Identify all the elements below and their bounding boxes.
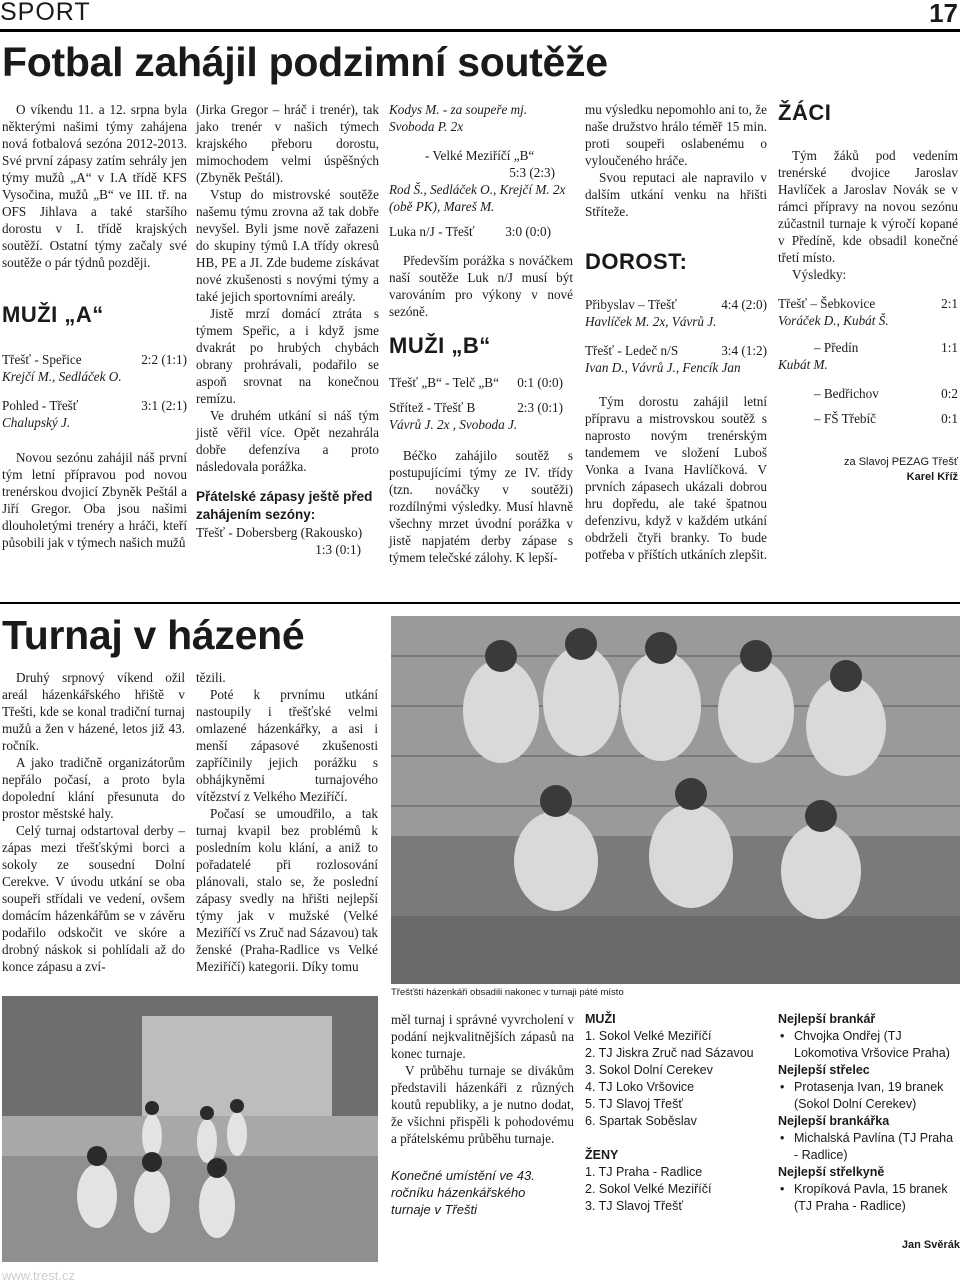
award-winner: Kropíková Pavla, 15 branek (TJ Praha - Radlice) • <box>780 1182 948 1213</box>
friendly-score: 1:3 (0:1) <box>315 542 361 557</box>
friendly-teams: Třešť - Dobersberg (Rakousko) <box>196 525 363 540</box>
article-title: Turnaj v házené <box>2 612 305 658</box>
team-photo <box>391 616 960 984</box>
paragraph: Svou reputaci ale napravilo v dalším utkání venku na hřišti Stříteže. <box>585 170 767 219</box>
muzi-b-heading: MUŽI „B“ <box>389 333 491 358</box>
paragraph: tězili. <box>196 670 226 685</box>
footer-url: www.trest.cz <box>2 1268 75 1283</box>
match-scorers: Rod Š., Sedláček O., Krejčí M. 2x (obě PK), Mareš M. <box>389 182 566 214</box>
hazena-column-3 <box>391 1011 574 1218</box>
match-result <box>778 339 958 356</box>
author: Jan Svěrák <box>901 1239 960 1251</box>
hazena-column-1 <box>2 669 185 975</box>
zaci-heading: ŽÁCI <box>778 100 832 125</box>
match-score: 4:4 (2:0) <box>721 297 767 312</box>
handball-photo-image <box>2 996 378 1262</box>
match-score: 3:0 (0:0) <box>505 224 551 239</box>
match-scorers: Kubát M. <box>778 357 828 372</box>
paragraph: Tým dorostu zahájil letní přípravu a mistrovskou soutěž s naprosto novým trenérským tandemem ve složení Luboš Vonka a Ivana Havlíčková. V prvních zápasech ukázali dobrou hru dopředu, ale také špatnou defenzivu, když v každém utkání obdrželi čtyři branky. To bude potřeba v příštích utkáních zlepšit. <box>585 394 768 562</box>
bullet-icon: • <box>780 1029 785 1043</box>
paragraph: Ve druhém utkání si náš tým jistě věřil více. Opět nezahrála dobře defenzíva a proto následovala porážka. <box>196 408 379 474</box>
match-teams: – Bedřichov <box>814 386 879 401</box>
paragraph: Novou sezónu zahájil náš první tým letní přípravou pod novou trenérskou dvojicí Zbyněk Peštál a Jiří Gregor. Oba jsou našimi dlouholetými trenéry a hráči, kteří působili jak v týmech našich mužů <box>2 450 187 550</box>
dorost-heading: DOROST: <box>585 249 688 274</box>
match-score: 5:3 (2:3) <box>509 165 555 180</box>
list-item: 1. TJ Praha - Radlice <box>585 1165 703 1179</box>
award-title: Nejlepší střelkyně <box>778 1165 885 1179</box>
match-score: 0:1 (0:0) <box>517 375 563 390</box>
hazena-awards <box>778 1011 960 1254</box>
match-teams: Přibyslav – Třešť <box>585 297 677 312</box>
match-scorers: Kodys M. - za soupeře mj. Svoboda P. 2x <box>389 102 528 134</box>
results-caption: Konečné umístění ve 43. ročníku házenkářského turnaje v Třešti <box>391 1168 535 1217</box>
awards-list <box>778 1011 960 1215</box>
match-scorers: Havlíček M. 2x, Vávrů J. <box>585 314 717 329</box>
match-score: 0:1 <box>941 411 958 426</box>
fotbal-column-4 <box>585 101 767 563</box>
match-result <box>389 399 573 416</box>
match-teams: - Velké Meziříčí „B“ <box>425 148 535 163</box>
match-teams: Třešť „B“ - Telč „B“ <box>389 375 499 390</box>
match-scorers: Ivan D., Vávrů J., Fencík Jan <box>585 360 741 375</box>
list-item: 6. Spartak Soběslav <box>585 1114 697 1128</box>
paragraph: Počasí se umoudřilo, a tak turnaj kvapil bez problémů k posledním kolu klání, a aniž to pořadatelé při rozlosování plánovali, stalo se, že poslední zápasy svedly na hřišti nejlepší týmy jak v mužské (Velké Meziříčí vs Zruč nad Sázavou) tak ženské (Praha-Radlice vs Velké Meziříčí) kategorii. Díky tomu <box>196 806 378 974</box>
match-scorers: Chalupský J. <box>2 415 71 430</box>
paragraph: Jistě mrzí domácí ztráta s týmem Speřic, a i když jsme dvakrát po hrubých chybách obrany prohrávali, podařilo se aspoň srovnat na konečnou remízu. <box>196 306 379 406</box>
match-scorers: Krejčí M., Sedláček O. <box>2 369 122 384</box>
credit-line: za Slavoj PEZAG Třešť <box>844 456 958 468</box>
women-heading: ŽENY <box>585 1148 619 1162</box>
match-scorers: Vávrů J. 2x , Svoboda J. <box>389 417 518 432</box>
match-result <box>778 295 958 312</box>
paragraph: mu výsledku nepomohlo ani to, že naše družstvo hrálo téměř 15 min. proti soupeři oslabenému o vyloučeného hráče. <box>585 102 767 168</box>
match-result <box>585 342 767 376</box>
page-number: 17 <box>929 0 958 28</box>
section-label: SPORT <box>0 0 91 26</box>
article-title: Fotbal zahájil podzimní soutěže <box>2 39 608 85</box>
results-label: Výsledky: <box>792 267 847 282</box>
match-score: 3:1 (2:1) <box>141 398 187 413</box>
match-teams: – FŠ Třebíč <box>814 411 877 426</box>
paragraph: Béčko zahájilo soutěž s postupujícími týmy ze IV. třídy (tzn. nováčky v soutěži) rozdílnými výsledky. Musí hlavně všechny mrzet úvodní porážka v jistě napjatém derby zápase s týmem telečské zálohy. K lepší- <box>389 448 573 565</box>
match-teams: Střítež - Třešť B <box>389 400 476 415</box>
match-result <box>389 223 573 240</box>
photo-caption: Třešťští házenkáři obsadili nakonec v turnaji páté místo <box>391 987 624 998</box>
match-teams: Pohled - Třešť <box>2 398 79 413</box>
award-title: Nejlepší střelec <box>778 1063 870 1077</box>
match-score: 3:4 (1:2) <box>721 343 767 358</box>
award-winner: Michalská Pavlína (TJ Praha - Radlice) • <box>780 1131 954 1162</box>
fotbal-column-2 <box>196 101 379 558</box>
match-result <box>778 385 958 402</box>
list-item: 3. Sokol Dolní Cerekev <box>585 1063 713 1077</box>
paragraph: V průběhu turnaje se divákům představili házenkáři z různých koutů republiky, a je nutno dodat, že všichni přispěli k pohodovému a přátelskému průběhu turnaje. <box>391 1063 574 1146</box>
match-teams: Třešť - Speřice <box>2 352 82 367</box>
award-winner: Protasenja Ivan, 19 branek (Sokol Dolní Cerekev) • <box>780 1080 944 1111</box>
award-title: Nejlepší brankářka <box>778 1114 890 1128</box>
list-item: 4. TJ Loko Vršovice <box>585 1080 695 1094</box>
fotbal-column-5 <box>778 101 958 485</box>
match-result <box>585 296 767 330</box>
muzi-a-heading: MUŽI „A“ <box>2 302 104 327</box>
friendly-heading: Přátelské zápasy ještě před zahájením sezóny: <box>196 489 373 522</box>
handball-photo <box>2 996 378 1262</box>
article-divider <box>0 602 960 604</box>
match-score: 0:2 <box>941 386 958 401</box>
women-results-list <box>585 1164 770 1215</box>
match-score: 1:1 <box>941 340 958 355</box>
author: Karel Kříž <box>906 471 958 483</box>
match-teams: Luka n/J - Třešť <box>389 224 475 239</box>
men-results-list <box>585 1028 770 1130</box>
paragraph: Poté k prvnímu utkání nastoupily i třešťské velmi omlazené házenkářky, a asi i menší zápasové zkušenosti zapříčinily jejich porážku s obhájkyněmi turnajového vítězství z Velkého Meziříčí. <box>196 687 378 804</box>
match-score: 2:1 <box>941 296 958 311</box>
bullet-icon: • <box>780 1131 785 1145</box>
match-result <box>2 351 187 385</box>
paragraph: Druhý srpnový víkend ožil areál házenkářského hřiště v Třešti, kde se konal tradiční turnaj mužů a žen v házené, letos již 43. ročník. <box>2 670 185 753</box>
match-score: 2:3 (0:1) <box>517 400 563 415</box>
match-scorers: Voráček D., Kubát Š. <box>778 313 889 328</box>
intro-paragraph: O víkendu 11. a 12. srpna byla některými našimi týmy zahájena nová fotbalová sezóna 2012-2013. Své první zápasy zatím sehrály jen týmy mužů „A“ v I.A třídě KFS Vysočina, mužů „B“ ve III. tř. na OFS Jihlava a také staršího dorostu v I. třídě krajských soutěží. Ostatní týmy začaly své soutěže o pár týdnů později. <box>2 102 187 270</box>
list-item: 5. TJ Slavoj Třešť <box>585 1097 684 1111</box>
match-result <box>389 374 573 391</box>
header-rule <box>0 29 960 32</box>
paragraph: A jako tradičně organizátorům nepřálo počasí, a proto byla dopolední klání přesunuta do prostor městské haly. <box>2 755 185 821</box>
hazena-results <box>585 1011 770 1215</box>
paragraph: Především porážka s nováčkem naší soutěže Luk n/J musí být varováním pro výkony v nové sezóně. <box>389 253 573 319</box>
paragraph: měl turnaj i správné vyvrcholení v podání nejkvalitnějších zápasů na konec turnaje. <box>391 1012 574 1061</box>
match-score: 2:2 (1:1) <box>141 352 187 367</box>
match-teams: Třešť - Ledeč n/S <box>585 343 679 358</box>
bullet-icon: • <box>780 1182 785 1196</box>
match-teams: Třešť – Šebkovice <box>778 296 876 311</box>
paragraph: Tým žáků pod vedením trenérské dvojice Jaroslav Havlíček a Jaroslav Novák se v rámci přípravy na novou sezónu zúčastnil turnaje k výročí kopané v Předíně, kde obsadil konečné třetí místo. <box>778 148 958 265</box>
fotbal-column-1 <box>2 101 187 551</box>
paragraph: Celý turnaj odstartoval derby – zápas mezi třešťskými borci a sokoly ze sousední Dolní Cerekve. V úvodu utkání se oba soupeři střídali ve vedení, ovšem domácím házenkářům se v závěru podařilo odskočit ve skóre a drobný náskok si pohlídali až do konce zápasu a zví- <box>2 823 185 974</box>
paragraph: (Jirka Gregor – hráč i trenér), tak jako trenér v našich týmech krajského přeboru dorostu, mimochodem velmi úspěšných (Zbyněk Peštál). <box>196 102 379 185</box>
list-item: 3. TJ Slavoj Třešť <box>585 1199 684 1213</box>
list-item: 1. Sokol Velké Meziříčí <box>585 1029 712 1043</box>
fotbal-column-3 <box>389 101 573 566</box>
hazena-column-2 <box>196 669 378 975</box>
men-heading: MUŽI <box>585 1012 616 1026</box>
award-winner: Chvojka Ondřej (TJ Lokomotiva Vršovice Praha) • <box>780 1029 950 1060</box>
list-item: 2. TJ Jiskra Zruč nad Sázavou <box>585 1046 754 1060</box>
bullet-icon: • <box>780 1080 785 1094</box>
match-result <box>2 397 187 431</box>
award-title: Nejlepší brankář <box>778 1012 876 1026</box>
paragraph: Vstup do mistrovské soutěže našemu týmu zrovna až tak dobře nevyšel. Byli jsme nově zařazeni do skupiny týmů I.A třídy okresů HB, PE a JI. Zde budeme získávat nové zkušenosti s novými týmy a také jejich sportovními areály. <box>196 187 379 304</box>
match-teams: – Předín <box>814 340 859 355</box>
match-result <box>778 410 958 427</box>
list-item: 2. Sokol Velké Meziříčí <box>585 1182 712 1196</box>
team-photo-image <box>391 616 960 984</box>
